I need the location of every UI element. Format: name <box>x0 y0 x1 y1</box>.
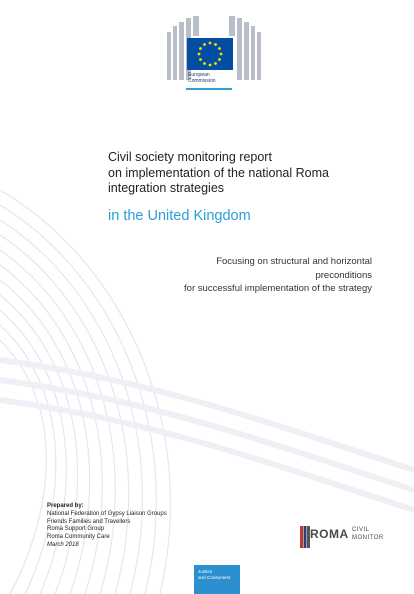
report-title <box>108 150 368 197</box>
roma-bars-icon <box>300 526 310 548</box>
roma-logo-subtext <box>352 526 384 542</box>
logo-line-commission: Commission <box>188 78 216 84</box>
roma-logo-text: ROMA <box>310 527 349 541</box>
focus-line-3: for successful implementation of the strategy <box>184 283 372 294</box>
report-country: in the United Kingdom <box>108 208 251 224</box>
logo-line-european: European <box>188 72 210 78</box>
prepared-by-label: Prepared by: <box>47 503 84 509</box>
justice-consumers-badge <box>194 565 240 594</box>
focus-statement <box>152 255 372 296</box>
org-item: Friends Families and Travellers <box>47 518 131 525</box>
title-line-2: on implementation of the national Roma <box>108 165 329 180</box>
badge-line-2: and Consumers <box>198 574 231 580</box>
logo-caption <box>188 72 216 84</box>
title-line-3: integration strategies <box>108 181 225 195</box>
prepared-date: March 2018 <box>47 541 79 548</box>
org-item: Roma Community Care <box>47 534 110 541</box>
focus-line-2: preconditions <box>315 269 372 281</box>
badge-line-1: Justice <box>198 569 213 574</box>
org-item: Roma Support Group <box>47 526 105 533</box>
focus-line-1: Focusing on structural and horizontal <box>216 256 372 267</box>
prepared-by-block <box>47 503 167 550</box>
roma-logo-monitor: MONITOR <box>352 535 384 541</box>
title-line-1: Civil society monitoring report <box>108 150 272 164</box>
roma-civil-monitor-logo <box>300 524 396 550</box>
roma-logo-civil: CIVIL <box>352 527 370 533</box>
org-item: National Federation of Gypsy Liaison Groups <box>47 510 167 517</box>
logo-rule <box>186 88 232 90</box>
